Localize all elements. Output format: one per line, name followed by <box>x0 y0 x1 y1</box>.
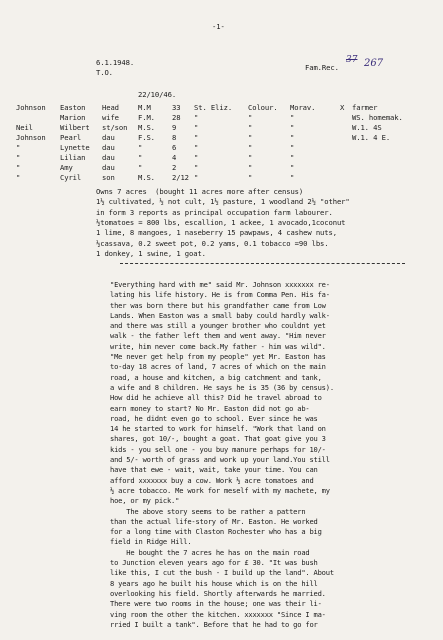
narrative-line: He bought the 7 acres he has on the main road <box>110 547 310 557</box>
narrative-line: field in Ridge Hill. <box>110 537 192 547</box>
cell-status: " <box>138 163 143 172</box>
holdings-line: 1 donkey, 1 swine, 1 goat. <box>96 248 206 258</box>
cell-age: 28 <box>172 113 181 122</box>
narrative-line: ther was born there but his grandfather came from Low <box>110 300 326 310</box>
cell-age: 6 <box>172 143 177 152</box>
narrative-line: ½ acre tobacco. Me work for meself with my machete, my <box>110 485 330 495</box>
cell-place: " <box>194 123 199 132</box>
cell-religion: " <box>290 113 295 122</box>
cell-given: Amy <box>60 163 73 172</box>
holdings-line: ½cassava, 0.2 sweet pot, 0.2 yams, 0.1 tobacco =90 lbs. <box>96 238 329 248</box>
cell-place: " <box>194 173 199 182</box>
cell-relation: dau <box>102 143 115 152</box>
cell-status: F.M. <box>138 113 155 122</box>
cell-given: Cyril <box>60 173 82 182</box>
cell-surname: " <box>16 163 21 172</box>
cell-religion: " <box>290 163 295 172</box>
narrative-line: The above story seems to be rather a pattern <box>110 506 306 516</box>
narrative-line: walk - the father left them and went away. "Him never <box>110 331 326 341</box>
cell-given: Marion <box>60 113 86 122</box>
narrative-line: kids - you sell one - you buy manure perhaps for 10/- <box>110 444 326 454</box>
narrative-line: for a long time with Claston Rochester who has a big <box>110 527 322 537</box>
cell-colour: " <box>248 153 253 162</box>
cell-religion: " <box>290 123 295 132</box>
section-divider <box>120 263 405 264</box>
cell-surname: " <box>16 153 21 162</box>
narrative-line: "Me never get help from my people" yet Mr. Easton has <box>110 352 326 362</box>
narrative-line: a wife and 8 children. He says he is 35 (36 by census). <box>110 382 334 392</box>
cell-status: F.S. <box>138 133 155 142</box>
cell-status: M.M <box>138 103 151 112</box>
cell-surname: Johnson <box>16 133 46 142</box>
cell-place: St. Eliz. <box>194 103 233 112</box>
narrative-line: to-day 18 acres of land, 7 acres of which on the main <box>110 362 326 372</box>
cell-religion: " <box>290 173 295 182</box>
fam-rec-label: Fam.Rec. <box>305 63 339 72</box>
cell-place: " <box>194 113 199 122</box>
cell-given: Lynette <box>60 143 90 152</box>
cell-occupation: farmer <box>352 103 378 112</box>
narrative-line: rried I built a tank". Before that he had to go for <box>110 619 318 629</box>
cell-colour: " <box>248 113 253 122</box>
narrative-line: Lands. When Easton was a small baby could hardly walk- <box>110 310 330 320</box>
cell-age: 8 <box>172 133 177 142</box>
narrative-line: ving room the other the kitchen. xxxxxxx "Since I ma- <box>110 609 326 619</box>
cell-place: " <box>194 143 199 152</box>
holdings-line: Owns 7 acres (bought 11 acres more after census) <box>96 187 304 196</box>
crossed-out-number: 37 <box>346 55 358 65</box>
narrative-line: How did he achieve all this? Did he travel abroad to <box>110 393 322 403</box>
fam-rec-number: 267 <box>364 58 384 69</box>
cell-place: " <box>194 163 199 172</box>
cell-given: Lilian <box>60 153 86 162</box>
cell-surname: Johnson <box>16 103 46 112</box>
narrative-line: overlooking his field. Shortly afterwards he married. <box>110 588 326 598</box>
cell-age: 4 <box>172 153 177 162</box>
narrative-line: than the actual life-story of Mr. Easton. He worked <box>110 516 318 526</box>
cell-status: " <box>138 143 143 152</box>
narrative-line: like this, I cut the bush - I build up the land". About <box>110 568 334 578</box>
holdings-line: 1 lime, 8 mangoes, 1 naseberry 15 pawpaws, 4 cashew nuts, <box>96 228 337 238</box>
cell-surname: " <box>16 143 21 152</box>
narrative-line: earn money to start? No Mr. Easton did not go ab- <box>110 403 310 413</box>
narrative-line: to Junction eleven years ago for £ 30. "It was bush <box>110 558 318 568</box>
narrative-text <box>110 280 430 630</box>
cell-relation: st/son <box>102 123 128 132</box>
cell-occupation: W.1. 4 E. <box>352 133 391 142</box>
cell-status: " <box>138 153 143 162</box>
cell-religion: Morav. <box>290 103 316 112</box>
cell-relation: dau <box>102 163 115 172</box>
cell-surname: Neil <box>16 123 33 132</box>
cell-status: M.S. <box>138 123 155 132</box>
cell-colour: " <box>248 173 253 182</box>
narrative-line: road, a house and kitchen, a big catchment and tank, <box>110 372 322 382</box>
page-number: -1- <box>212 22 225 31</box>
cell-relation: son <box>102 173 115 182</box>
narrative-line: and 5/- worth of grass and work up your land.You still <box>110 455 330 465</box>
narrative-line: write, him never come back.My father - him was wild". <box>110 341 326 351</box>
document-date: 6.1.1948. <box>96 58 135 67</box>
cell-colour: " <box>248 133 253 142</box>
cell-mark: X <box>340 103 345 112</box>
cell-age: 2 <box>172 163 177 172</box>
cell-given: Easton <box>60 103 86 112</box>
narrative-line: afford xxxxxxx buy a cow. Work ½ acre tomatoes and <box>110 475 314 485</box>
cell-given: Pearl <box>60 133 82 142</box>
narrative-line: There were two rooms in the house; one was their li- <box>110 599 322 609</box>
holdings-line: in form 3 reports as principal occupation farm labourer. <box>96 207 333 217</box>
narrative-line: road, he didnt even go to school. Ever since he was <box>110 413 318 423</box>
holdings-line: ½tomatoes = 800 lbs, escallion, 1 ackee, 1 avocado,1coconut <box>96 217 346 227</box>
cell-age: 2/12 <box>172 173 189 182</box>
narrative-line: 8 years ago he built his house which is on the hill <box>110 578 318 588</box>
cell-relation: wife <box>102 113 119 122</box>
cell-occupation: WS. homemak. <box>352 113 403 122</box>
cell-colour: " <box>248 123 253 132</box>
cell-religion: " <box>290 153 295 162</box>
cell-given: Wilbert <box>60 123 90 132</box>
narrative-line: shares, got 10/-, bought a goat. That goat give you 3 <box>110 434 326 444</box>
cell-age: 33 <box>172 103 181 112</box>
narrative-line: hoe, or my pick." <box>110 496 180 506</box>
narrative-line: and there was still a younger brother who couldnt yet <box>110 321 326 331</box>
holdings-line: 1½ cultivated, ½ not cult, 1½ pasture, 1 woodland 2½ "other" <box>96 197 350 207</box>
cell-religion: " <box>290 133 295 142</box>
census-date: 22/10/46. <box>138 90 177 99</box>
narrative-line: 14 he started to work for himself. "Work that land on <box>110 424 326 434</box>
cell-relation: dau <box>102 133 115 142</box>
narrative-line: "Everything hard with me" said Mr. Johnson xxxxxxx re- <box>110 280 330 289</box>
cell-status: M.S. <box>138 173 155 182</box>
cell-colour: " <box>248 163 253 172</box>
cell-occupation: W.1. 4S <box>352 123 382 132</box>
cell-colour: " <box>248 143 253 152</box>
narrative-line: lating his life history. He is from Comma Pen. His fa- <box>110 290 330 300</box>
narrative-line: have that ewe - wait, wait, take your time. You can <box>110 465 318 475</box>
cell-surname: " <box>16 173 21 182</box>
cell-religion: " <box>290 143 295 152</box>
author-initials: T.O. <box>96 68 113 77</box>
cell-relation: dau <box>102 153 115 162</box>
cell-place: " <box>194 133 199 142</box>
cell-place: " <box>194 153 199 162</box>
cell-age: 9 <box>172 123 177 132</box>
cell-relation: Head <box>102 103 119 112</box>
cell-colour: Colour. <box>248 103 278 112</box>
